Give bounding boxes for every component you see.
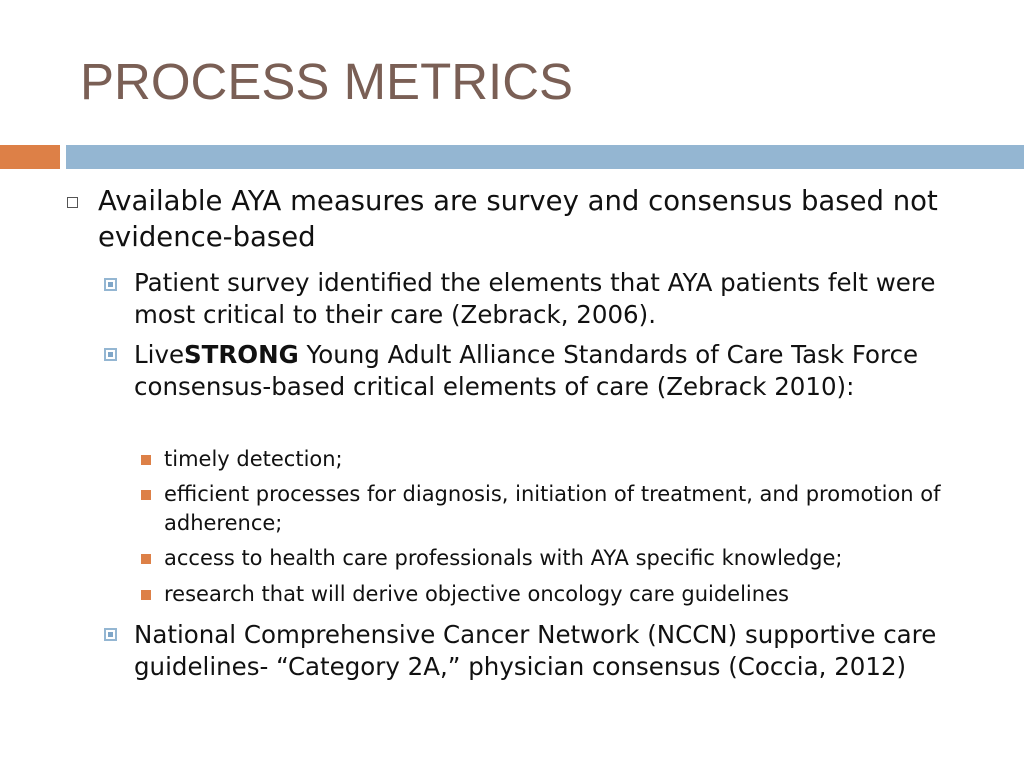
bullet-livestrong bbox=[134, 339, 984, 402]
square-bullet-icon bbox=[104, 278, 117, 291]
livestrong-prefix: Live bbox=[134, 340, 185, 369]
element-item: access to health care professionals with AYA specific knowledge; bbox=[164, 546, 843, 570]
bullet-nccn: National Comprehensive Cancer Network (NCCN) supportive care guidelines- “Category 2A,” physician consensus (Coccia, 2012) bbox=[134, 620, 937, 681]
element-item: research that will derive objective oncology care guidelines bbox=[164, 582, 789, 606]
bullet-main: Available AYA measures are survey and consensus based not evidence-based bbox=[98, 185, 938, 253]
bullet-patient-survey: Patient survey identified the elements that AYA patients felt were most critical to their care (Zebrack, 2006). bbox=[134, 268, 936, 329]
accent-bar-blue bbox=[66, 145, 1024, 169]
element-item: timely detection; bbox=[164, 447, 343, 471]
orange-square-bullet-icon bbox=[141, 554, 151, 564]
square-bullet-icon bbox=[104, 348, 117, 361]
orange-square-bullet-icon bbox=[141, 490, 151, 500]
slide-title: PROCESS METRICS bbox=[80, 53, 574, 110]
accent-bar-orange bbox=[0, 145, 60, 169]
orange-square-bullet-icon bbox=[141, 590, 151, 600]
livestrong-rest: Young Adult Alliance Standards of Care Task Force consensus-based critical elements of care (Zebrack 2010): bbox=[134, 340, 919, 401]
element-item: efficient processes for diagnosis, initiation of treatment, and promotion of adherence; bbox=[164, 482, 941, 535]
orange-square-bullet-icon bbox=[141, 455, 151, 465]
square-bullet-icon bbox=[104, 628, 117, 641]
hollow-square-bullet-icon bbox=[67, 197, 78, 208]
livestrong-bold: STRONG bbox=[184, 340, 299, 369]
